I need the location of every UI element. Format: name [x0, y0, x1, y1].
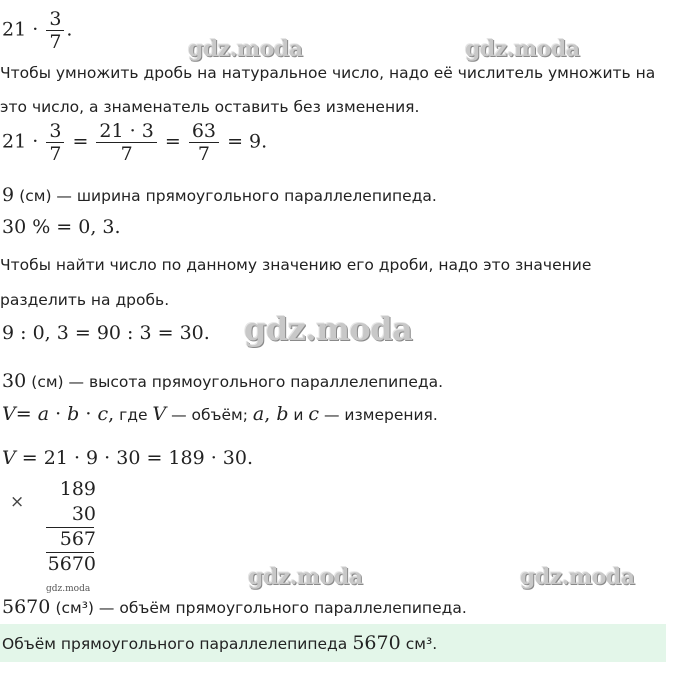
- var-c: c: [308, 403, 320, 425]
- watermark: gdz.moda: [46, 584, 91, 594]
- formula-text: и: [288, 406, 309, 424]
- equals-sign: =: [15, 403, 38, 425]
- volume-result-statement: [2, 596, 467, 618]
- denominator: 7: [49, 31, 62, 53]
- comma: ,: [264, 403, 277, 425]
- fraction: [46, 120, 64, 165]
- multiplier: 30: [71, 503, 96, 525]
- fraction: [96, 120, 156, 165]
- denominator: 7: [49, 143, 62, 165]
- height-statement: [2, 370, 443, 392]
- rule-line: разделить на дробь.: [0, 291, 170, 309]
- dot-operator: ·: [32, 18, 39, 41]
- denominator: 7: [197, 143, 210, 165]
- numerator: 63: [189, 120, 219, 143]
- var-b: b: [276, 403, 289, 425]
- formula-text: — измерения.: [319, 406, 438, 424]
- var-a: a: [252, 403, 265, 425]
- var-b: b: [67, 403, 80, 425]
- rule-line: Чтобы умножить дробь на натуральное число, надо её числитель умножить на: [0, 64, 656, 82]
- volume-text: (см³) — объём прямоугольного параллелепипеда.: [55, 599, 467, 617]
- watermark: gdz.moda: [248, 564, 363, 590]
- fraction-3-7: [46, 8, 64, 53]
- period: .: [66, 18, 73, 41]
- var-V: V: [2, 403, 16, 425]
- rule-line: Чтобы найти число по данному значению его дроби, надо это значение: [0, 256, 592, 274]
- fraction: [189, 120, 219, 165]
- var-V: V: [152, 403, 167, 425]
- watermark: gdz.moda: [188, 36, 303, 62]
- answer-text: Объём прямоугольного параллелепипеда: [2, 635, 348, 653]
- answer-value: 5670: [352, 632, 401, 654]
- width-value: 9: [2, 184, 15, 206]
- term: 21 ·: [2, 130, 39, 153]
- calculation-width: [2, 120, 267, 165]
- formula-text: где: [114, 406, 153, 424]
- volume-expression: = 21 · 9 · 30 = 189 · 30.: [21, 447, 254, 469]
- var-V: V: [2, 447, 16, 469]
- numerator: 3: [46, 8, 64, 31]
- number-21: 21: [2, 18, 27, 41]
- numerator: 21 · 3: [96, 120, 156, 143]
- equals-sign: =: [72, 130, 89, 153]
- denominator: 7: [120, 143, 133, 165]
- percent-conversion: 30 % = 0, 3.: [2, 216, 121, 238]
- watermark: gdz.moda: [520, 564, 635, 590]
- division-calculation: 9 : 0, 3 = 90 : 3 = 30.: [2, 322, 210, 344]
- numerator: 3: [46, 120, 64, 143]
- multiplicand: 189: [59, 478, 96, 500]
- dot-operator: ·: [49, 403, 68, 425]
- var-c: c: [97, 403, 109, 425]
- volume-value: 5670: [2, 596, 51, 618]
- result: = 9.: [227, 130, 268, 153]
- watermark: gdz.moda: [465, 36, 580, 62]
- volume-formula: [2, 403, 438, 425]
- formula-text: — объём;: [166, 406, 253, 424]
- volume-calculation: [2, 447, 253, 469]
- height-text: (см) — высота прямоугольного параллелепипеда.: [31, 373, 444, 391]
- rule-line: это число, а знаменатель оставить без изменения.: [0, 98, 420, 116]
- var-a: a: [37, 403, 50, 425]
- width-text: (см) — ширина прямоугольного параллелепипеда.: [19, 187, 437, 205]
- comma: ,: [108, 403, 115, 425]
- dot-operator: ·: [79, 403, 98, 425]
- answer-statement: [2, 632, 437, 654]
- expression-intro: [2, 8, 72, 53]
- watermark: gdz.moda: [244, 310, 413, 348]
- answer-unit: см³.: [405, 635, 438, 653]
- height-value: 30: [2, 370, 27, 392]
- multiply-sign: ×: [10, 492, 25, 512]
- partial-product: 567: [59, 528, 96, 550]
- equals-sign: =: [164, 130, 181, 153]
- product: 5670: [47, 553, 96, 575]
- width-statement: [2, 184, 437, 206]
